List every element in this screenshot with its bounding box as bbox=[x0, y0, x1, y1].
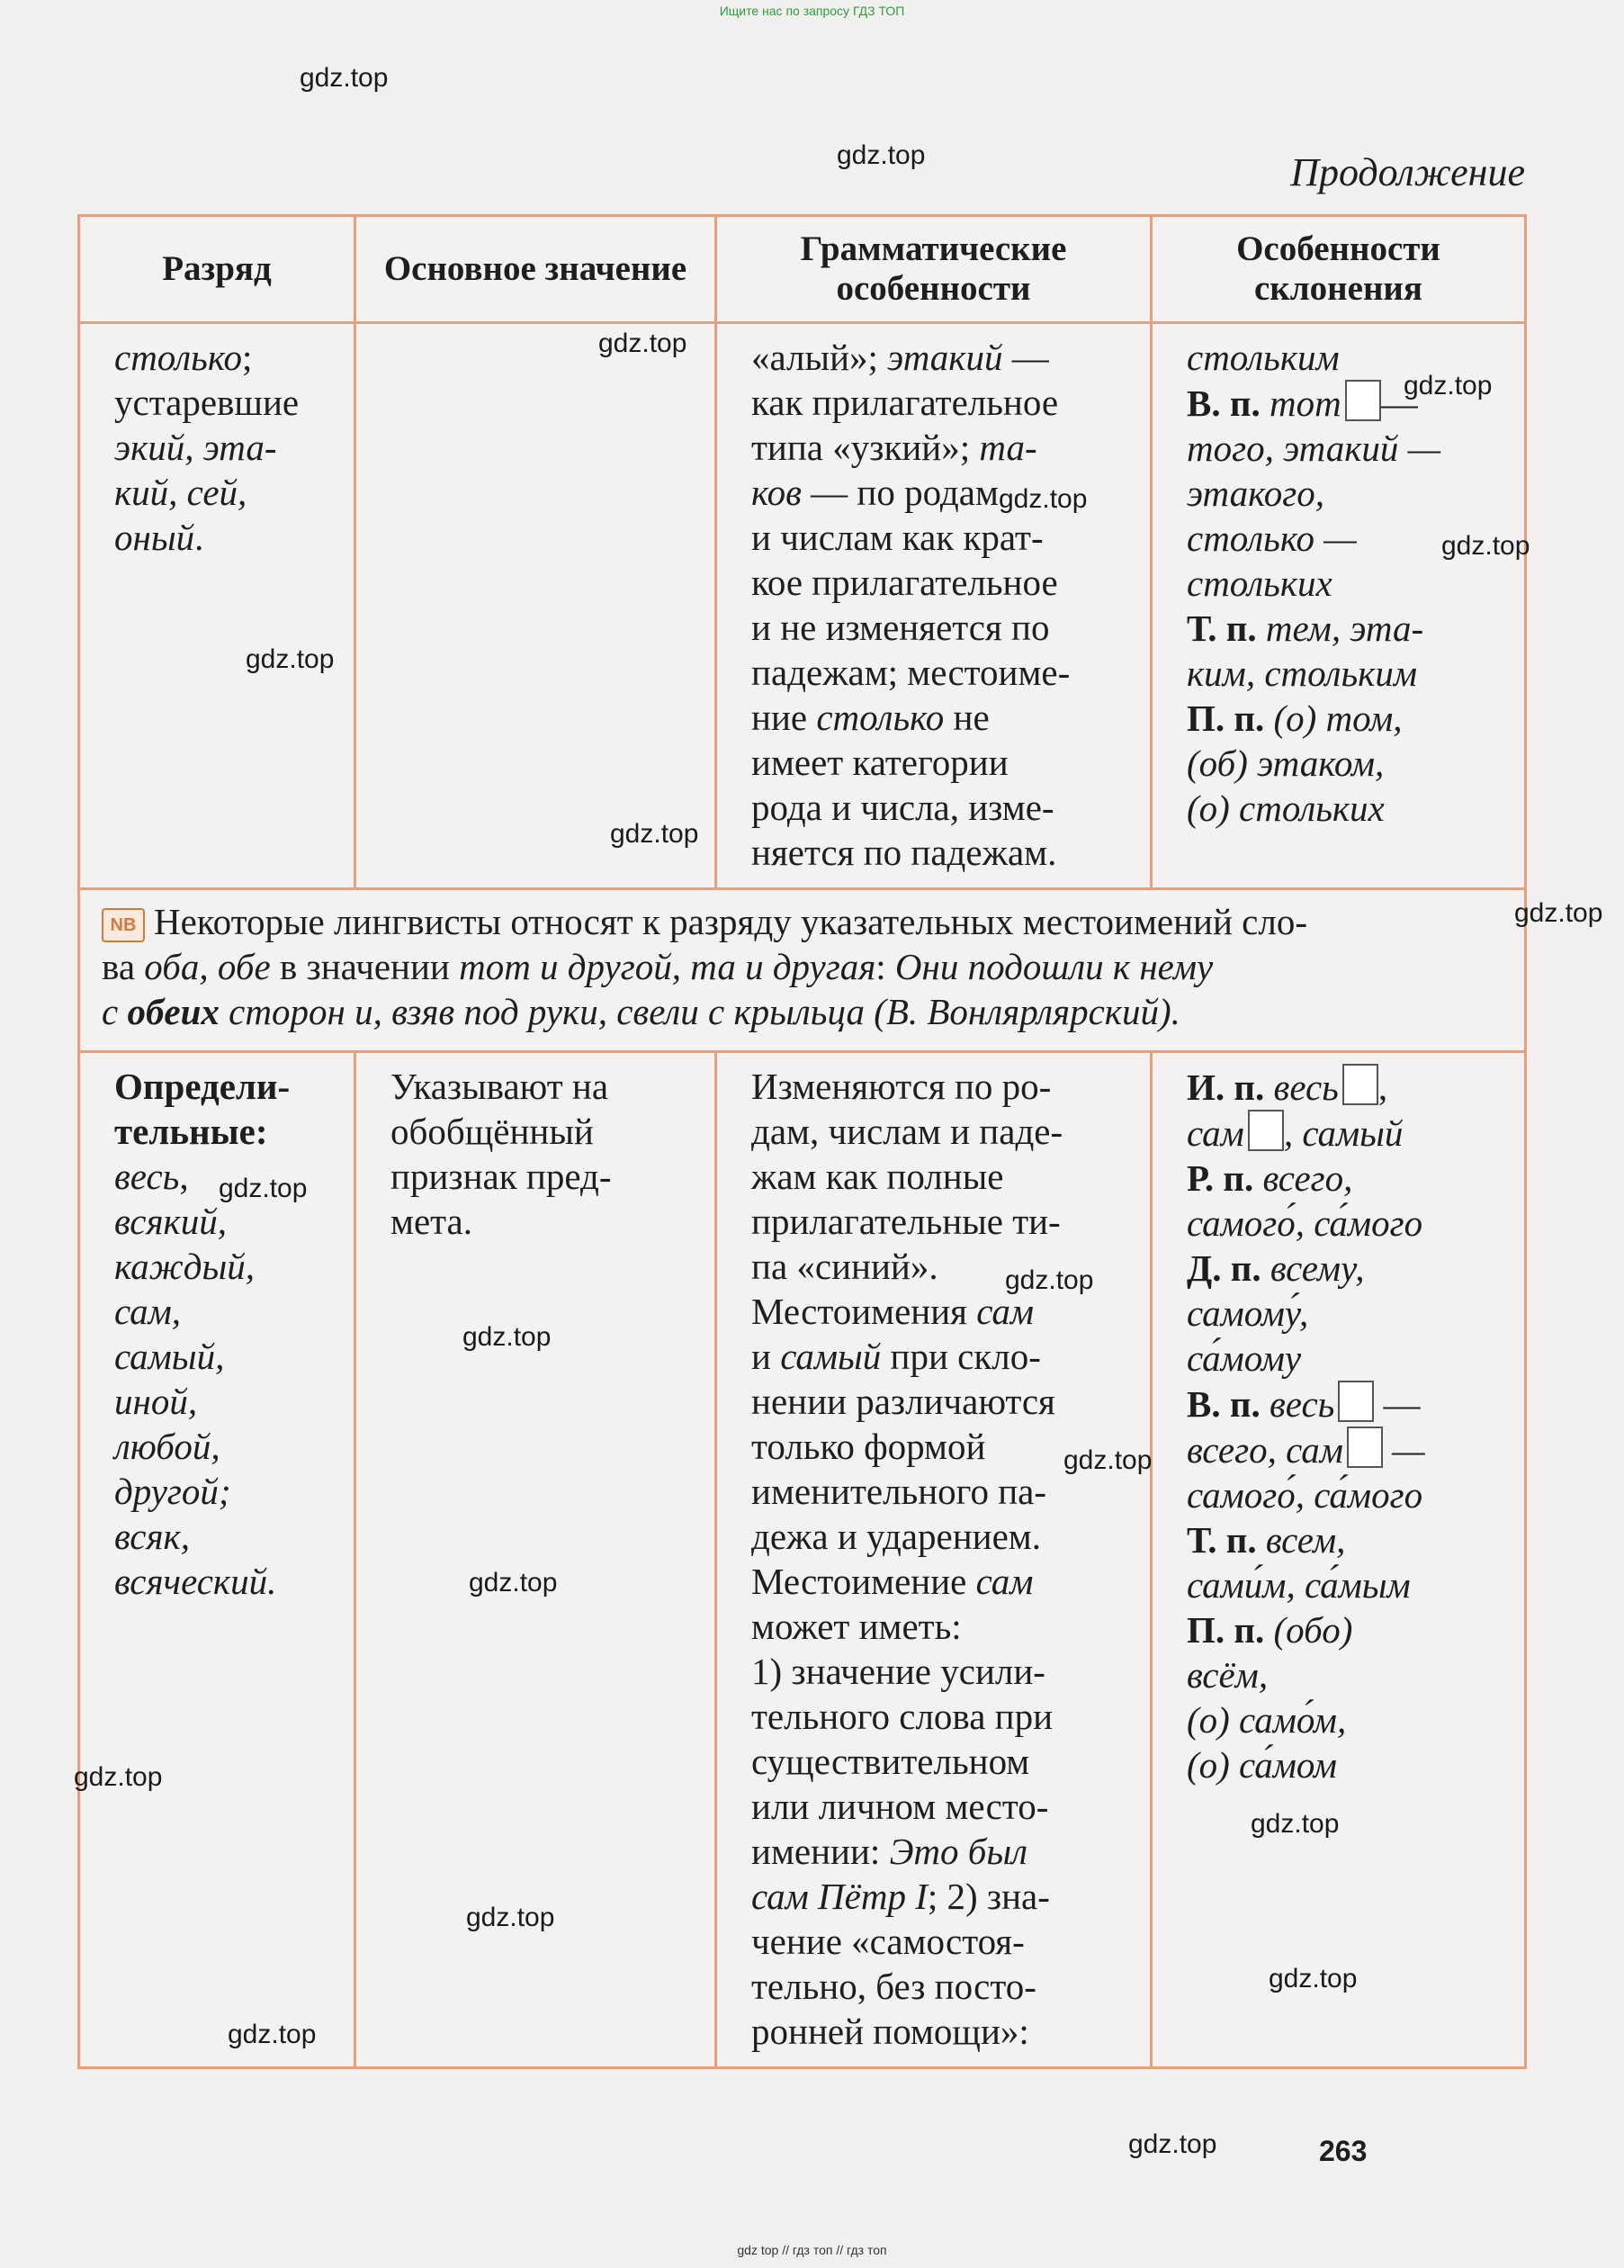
watermark: gdz.top bbox=[598, 328, 687, 358]
watermark: gdz.top bbox=[1063, 1445, 1153, 1475]
header-declension: Особенности склонения bbox=[1152, 216, 1526, 323]
zero-ending-box bbox=[1345, 380, 1381, 421]
header-grammar: Грамматические особенности bbox=[716, 216, 1152, 323]
zero-ending-box bbox=[1248, 1110, 1284, 1151]
watermark: gdz.top bbox=[1514, 898, 1603, 928]
watermark: gdz.top bbox=[74, 1762, 163, 1792]
watermark: gdz.top bbox=[466, 1903, 555, 1932]
cell-meaning bbox=[355, 323, 716, 889]
bottom-banner[interactable]: gdz top // гдз топ // гдз топ bbox=[737, 2243, 887, 2257]
table-row bbox=[79, 323, 1526, 889]
zero-ending-box bbox=[1347, 1426, 1383, 1468]
zero-ending-box bbox=[1342, 1064, 1378, 1105]
watermark: gdz.top bbox=[1251, 1809, 1340, 1839]
cell-grammar: Изменяются по ро- дам, числам и паде- жам как полные прилагательные ти- па «синий». Местоимения сам и самый при скло- нении различаются только формой именительного па- дежа и ударением. Местоимение сам может иметь: 1) значение усили- тельного слова при существительном или личном место- имении: Это был сам Пётр I; 2) зна- чение «самостоя- тельно, без посто- ронней помощи»: bbox=[716, 1052, 1152, 2068]
page-number: 263 bbox=[1319, 2135, 1368, 2167]
watermark: gdz.top bbox=[228, 2020, 317, 2049]
zero-ending-box bbox=[1338, 1381, 1374, 1422]
top-banner[interactable]: Ищите нас по запросу ГДЗ ТОП bbox=[719, 4, 905, 18]
cell-declension: стольким В. п. тот — того, этакий — этакого, столько — стольких Т. п. тем, эта- ким, стольким П. п. (о) том, (об) этаком, (о) стольких bbox=[1152, 323, 1526, 889]
watermark: gdz.top bbox=[999, 484, 1088, 514]
note-row bbox=[79, 889, 1526, 1052]
section-heading: Продолжение bbox=[1290, 150, 1525, 194]
cell-meaning: Указывают на обобщённый признак пред- мета. bbox=[355, 1052, 716, 2068]
cell-declension: И. п. весь , сам , самый Р. п. всего, самого́, са́мого Д. п. всему, самому́, са́мому В. п. весь — всего, сам — самого́, са́мого Т. п. всем, сами́м, са́мым П. п. (обо) всём, (о) само́м, (о) са́мом bbox=[1152, 1052, 1526, 2068]
watermark: gdz.top bbox=[462, 1322, 552, 1352]
cell-grammar: «алый»; этакий — как прилагательное типа «узкий»; та- ков — по родам и числам как крат- кое прилагательное и не изменяется по падежам; местоиме- ние столько не имеет категории рода и числа, изме- няется по падежам. bbox=[716, 323, 1152, 889]
watermark: gdz.top bbox=[610, 819, 699, 849]
header-row bbox=[79, 216, 1526, 323]
watermark: gdz.top bbox=[300, 63, 389, 93]
watermark: gdz.top bbox=[246, 644, 335, 674]
watermark: gdz.top bbox=[1005, 1265, 1094, 1295]
watermark: gdz.top bbox=[1128, 2129, 1217, 2159]
header-meaning: Основное значение bbox=[355, 216, 716, 323]
pronoun-table bbox=[77, 214, 1527, 2069]
watermark: gdz.top bbox=[219, 1174, 308, 1203]
cell-category: Определи- тельные: весь, всякий, каждый, сам, самый, иной, любой, другой; всяк, всяческий. bbox=[79, 1052, 355, 2068]
nb-icon: NB bbox=[102, 908, 145, 942]
watermark: gdz.top bbox=[837, 140, 926, 170]
watermark: gdz.top bbox=[1441, 531, 1530, 561]
note-cell: NB Некоторые лингвисты относят к разряду указательных местоимений сло- ва оба, обе в значении тот и другой, та и другая: Они подошли к нему с обеих сторон и, взяв под руки, свели с крыльца (В. Вонлярлярский). bbox=[79, 889, 1526, 1052]
watermark: gdz.top bbox=[469, 1568, 558, 1598]
cell-category: столько; устаревшие экий, эта- кий, сей, оный. bbox=[79, 323, 355, 889]
watermark: gdz.top bbox=[1404, 371, 1493, 400]
header-category: Разряд bbox=[79, 216, 355, 323]
watermark: gdz.top bbox=[1269, 1964, 1358, 1994]
